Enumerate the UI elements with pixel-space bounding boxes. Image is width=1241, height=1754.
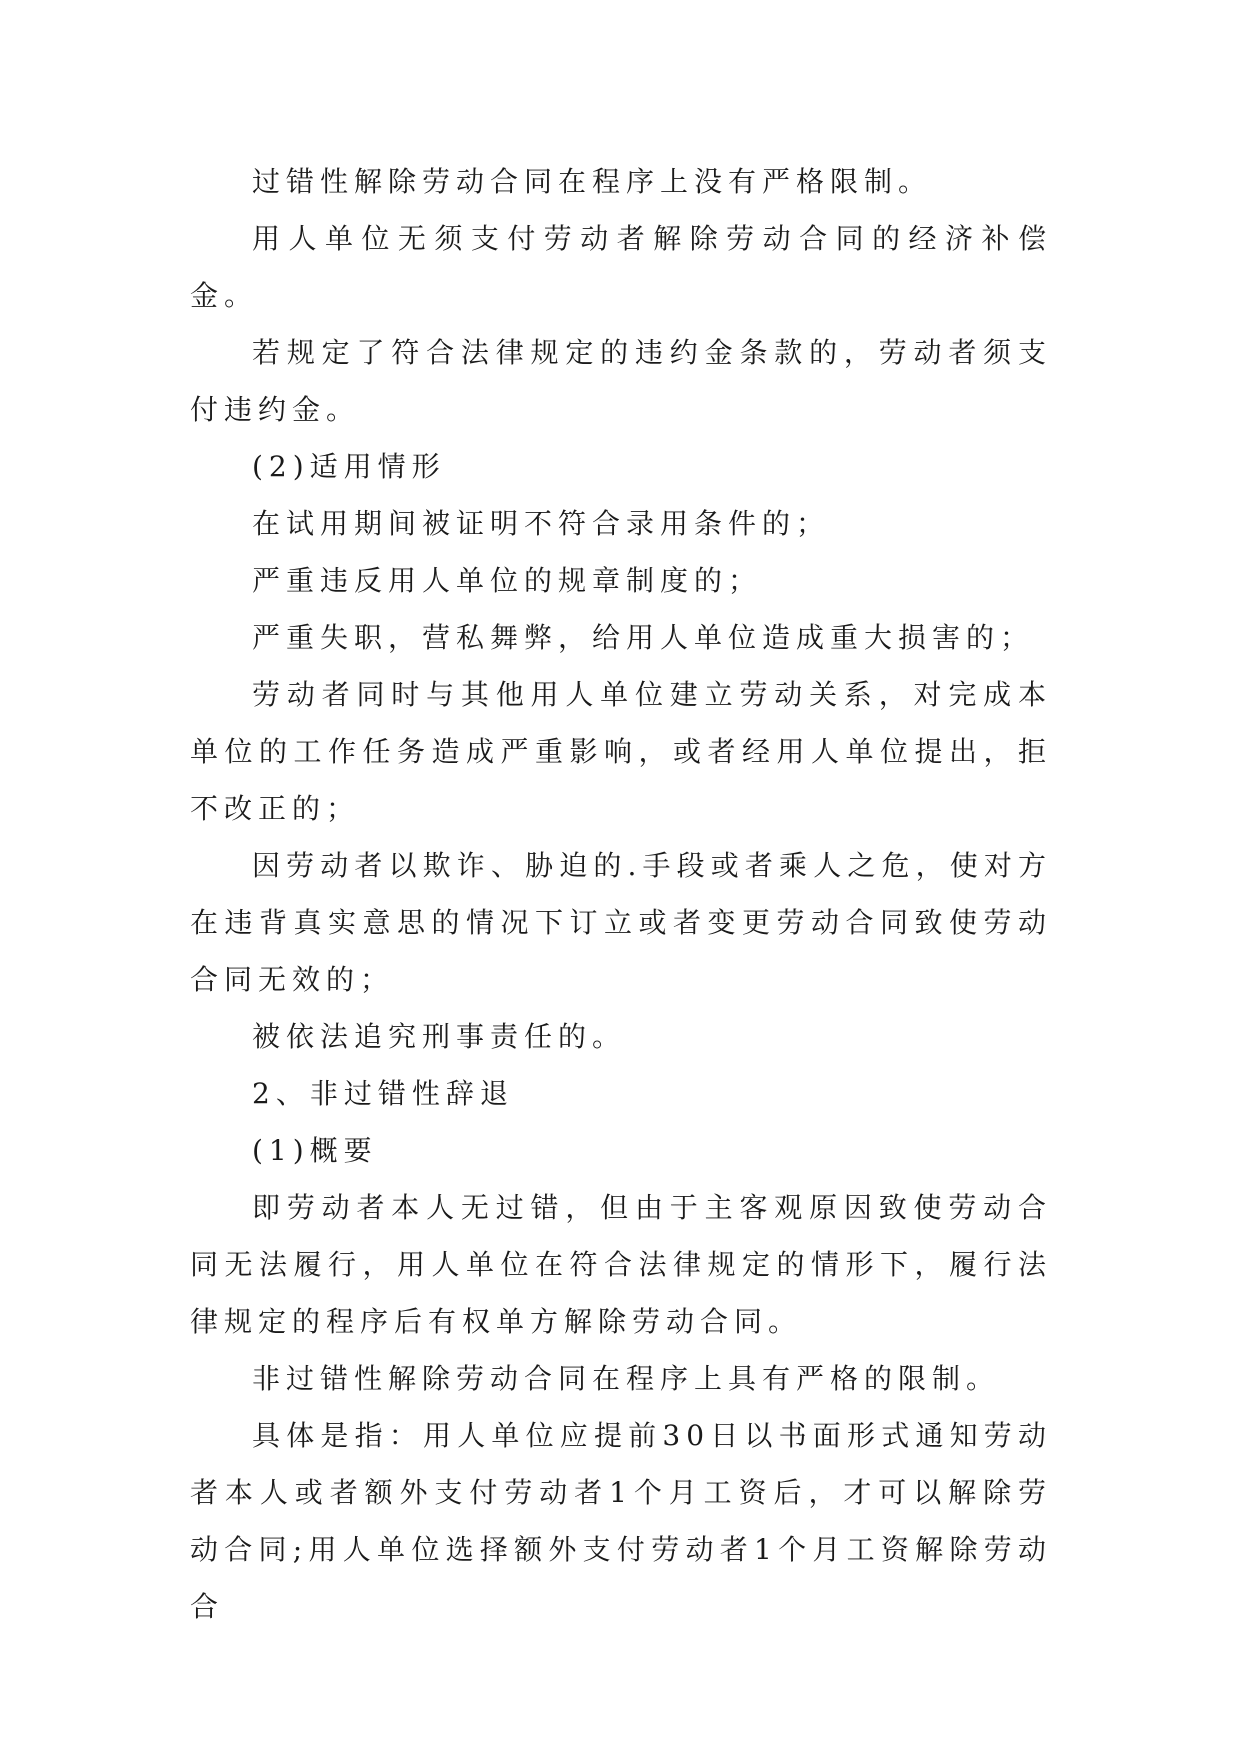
paragraph: 过错性解除劳动合同在程序上没有严格限制。 xyxy=(252,165,933,198)
list-item: 被依法追究刑事责任的。 xyxy=(252,1020,627,1053)
paragraph: 用人单位无须支付劳动者解除劳动合同的经济补偿金。 xyxy=(190,222,1052,312)
document-body xyxy=(190,153,1052,1635)
section-heading: (2)适用情形 xyxy=(252,450,446,483)
paragraph: 即劳动者本人无过错，但由于主客观原因致使劳动合同无法履行，用人单位在符合法律规定的情形下，履行法律规定的程序后有权单方解除劳动合同。 xyxy=(190,1191,1052,1338)
list-item: 严重违反用人单位的规章制度的； xyxy=(252,564,763,597)
list-item: 劳动者同时与其他用人单位建立劳动关系，对完成本单位的工作任务造成严重影响，或者经用人单位提出，拒不改正的； xyxy=(190,678,1052,825)
section-heading: 2、非过错性辞退 xyxy=(252,1077,514,1110)
paragraph: 若规定了符合法律规定的违约金条款的，劳动者须支付违约金。 xyxy=(190,336,1052,426)
list-item: 在试用期间被证明不符合录用条件的； xyxy=(252,507,831,540)
list-item: 因劳动者以欺诈、胁迫的.手段或者乘人之危，使对方在违背真实意思的情况下订立或者变更劳动合同致使劳动合同无效的； xyxy=(190,849,1052,996)
paragraph: 非过错性解除劳动合同在程序上具有严格的限制。 xyxy=(252,1362,1001,1395)
list-item: 严重失职，营私舞弊，给用人单位造成重大损害的； xyxy=(252,621,1035,654)
section-heading: (1)概要 xyxy=(252,1134,378,1167)
paragraph: 具体是指：用人单位应提前30日以书面形式通知劳动者本人或者额外支付劳动者1个月工资后，才可以解除劳动合同;用人单位选择额外支付劳动者1个月工资解除劳动合 xyxy=(190,1419,1052,1623)
